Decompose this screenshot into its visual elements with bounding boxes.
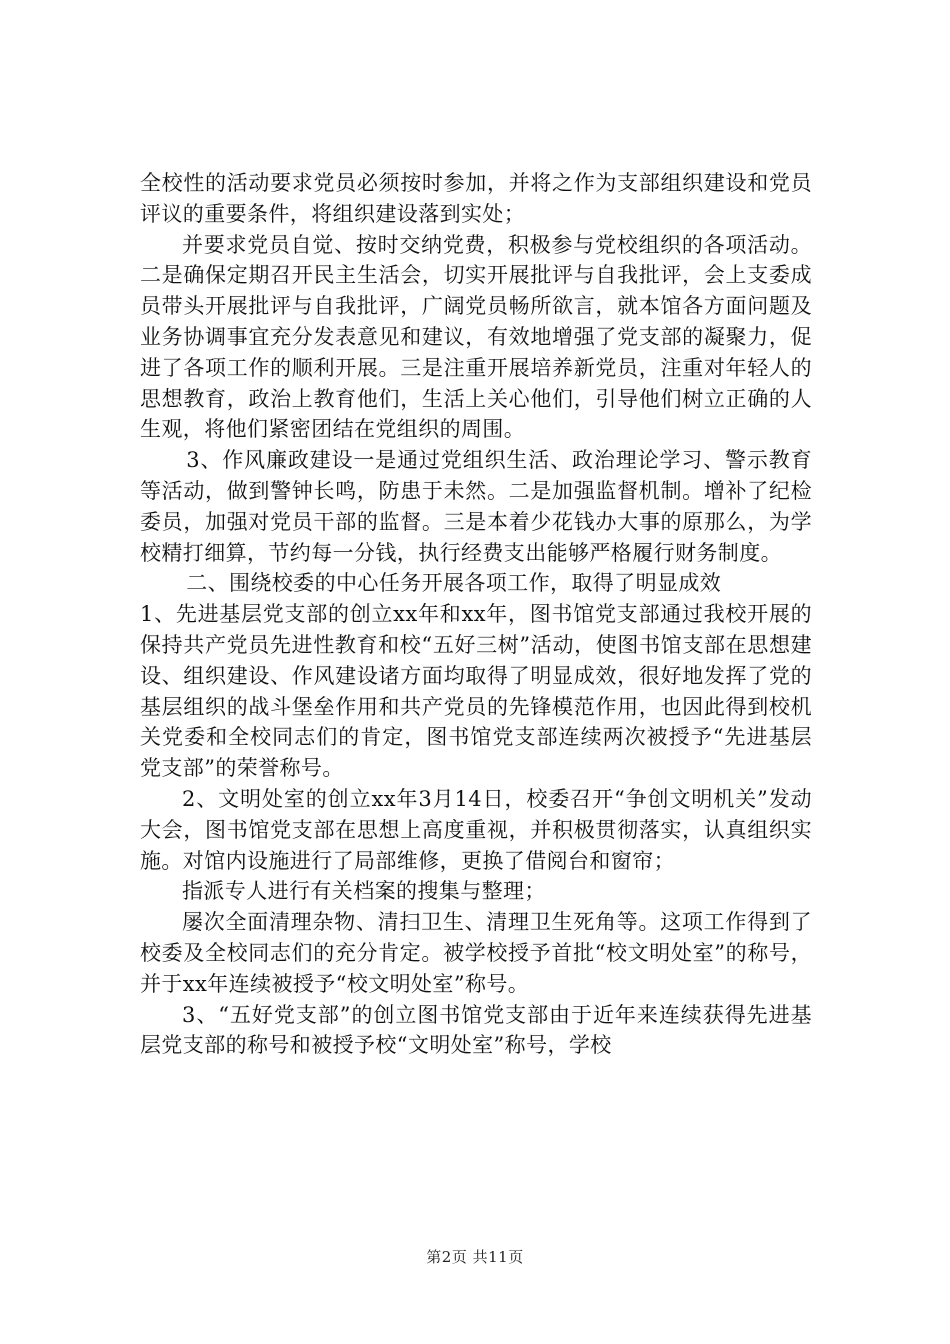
paragraph-8: 3、“五好党支部”的创立图书馆党支部由于近年来连续获得先进基层党支部的称号和被授予校“文明处室”称号，学校	[140, 1002, 812, 1058]
page-indicator: 第2页 共11页	[426, 1248, 524, 1266]
paragraph-5: 2、文明处室的创立xx年3月14日，校委召开“争创文明机关”发动大会，图书馆党支部在思想上高度重视，并积极贯彻落实，认真组织实施。对馆内设施进行了局部维修，更换了借阅台和窗帘；	[140, 786, 812, 873]
paragraph-2: 并要求党员自觉、按时交纳党费，积极参与党校组织的各项活动。二是确保定期召开民主生活会，切实开展批评与自我批评，会上支委成员带头开展批评与自我批评，广阔党员畅所欲言，就本馆各方面问题及业务协调事宜充分发表意见和建议，有效地增强了党支部的凝聚力，促进了各项工作的顺利开展。三是注重开展培养新党员，注重对年轻人的思想教育，政治上教育他们，生活上关心他们，引导他们树立正确的人生观，将他们紧密团结在党组织的周围。	[140, 232, 812, 442]
paragraph-3: 3、作风廉政建设一是通过党组织生活、政治理论学习、警示教育等活动，做到警钟长鸣，防患于未然。二是加强监督机制。增补了纪检委员，加强对党员干部的监督。三是本着少花钱办大事的原那么，为学校精打细算，节约每一分钱，执行经费支出能够严格履行财务制度。	[140, 448, 812, 565]
paragraph-1: 全校性的活动要求党员必须按时参加，并将之作为支部组织建设和党员评议的重要条件，将组织建设落到实处；	[140, 171, 812, 226]
paragraph-6: 指派专人进行有关档案的搜集与整理；	[182, 879, 546, 904]
page-footer	[0, 1246, 950, 1267]
section-heading-2: 二、围绕校委的中心任务开展各项工作，取得了明显成效	[186, 571, 722, 596]
paragraph-4: 1、先进基层党支部的创立xx年和xx年，图书馆党支部通过我校开展的保持共产党员先进性教育和校“五好三树”活动，使图书馆支部在思想建设、组织建设、作风建设诸方面均取得了明显成效，很好地发挥了党的基层组织的战斗堡垒作用和共产党员的先锋模范作用，也因此得到校机关党委和全校同志们的肯定，图书馆党支部连续两次被授予“先进基层党支部”的荣誉称号。	[140, 602, 812, 781]
paragraph-7: 屡次全面清理杂物、清扫卫生、清理卫生死角等。这项工作得到了校委及全校同志们的充分肯定。被学校授予首批“校文明处室”的称号，并于xx年连续被授予“校文明处室”称号。	[140, 910, 812, 996]
document-body	[140, 168, 812, 1061]
